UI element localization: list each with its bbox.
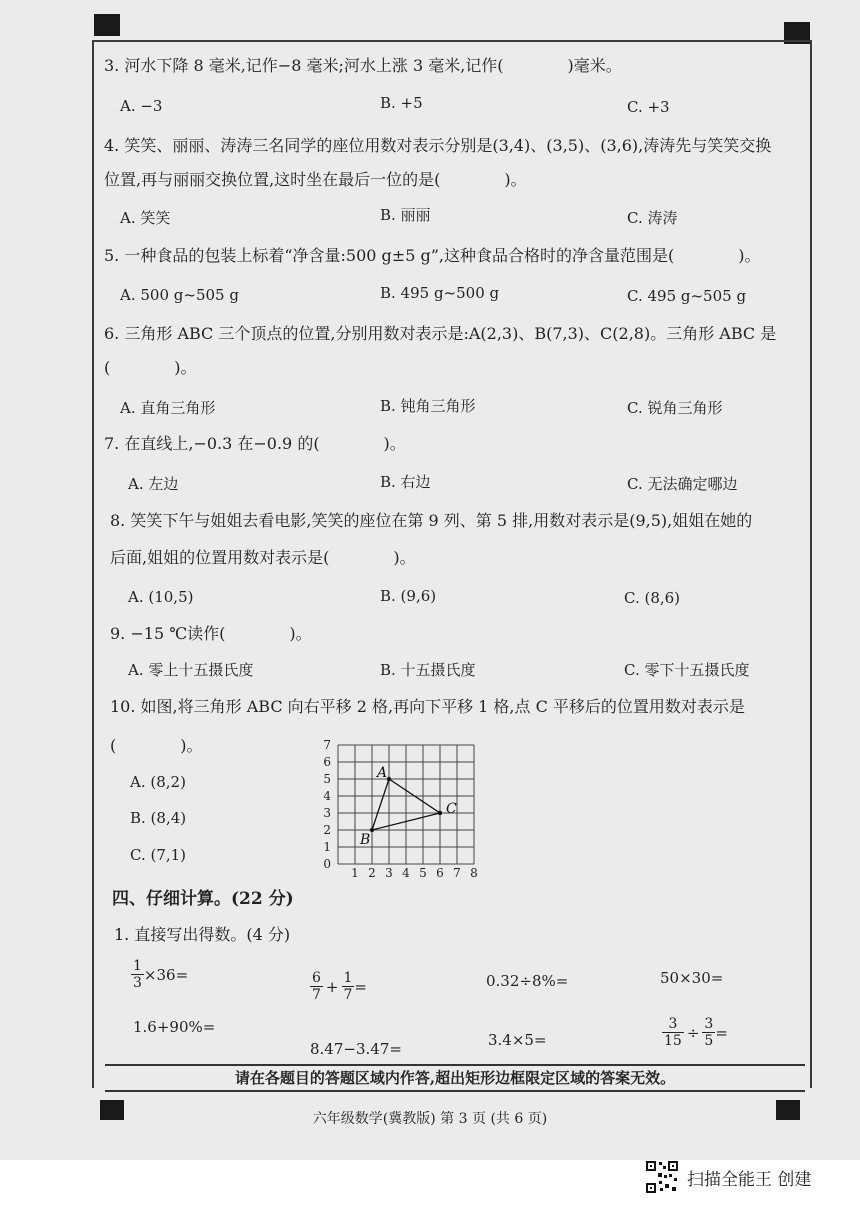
y-tick-label: 0 [323,857,331,871]
fraction [131,958,144,991]
fraction-denominator: 7 [343,987,353,1003]
x-tick-label: 7 [453,866,461,880]
q4-option-c: C. 涛涛 [627,209,678,227]
q4-stem-line2: 位置,再与丽丽交换位置,这时坐在最后一位的是( )。 [104,170,527,189]
q3-option-a: A. −3 [120,97,163,115]
q5-option-a: A. 500 g~505 g [120,286,239,304]
fraction-numerator: 1 [133,958,142,974]
corner-mark-top-left [94,14,120,36]
fraction-denominator: 15 [664,1033,682,1049]
calc-r1-c2 [310,970,367,1003]
y-tick-label: 5 [323,772,331,786]
y-tick-label: 1 [323,840,331,854]
answer-area-notice: 请在各题目的答题区域内作答,超出矩形边框限定区域的答案无效。 [105,1064,805,1092]
q9-option-b: B. 十五摄氏度 [380,661,476,679]
q8-stem-line2: 后面,姐姐的位置用数对表示是( )。 [110,548,416,567]
q4-option-b: B. 丽丽 [380,206,431,224]
q8-option-c: C. (8,6) [624,589,681,607]
q10-option-a: A. (8,2) [130,773,186,791]
q8-option-b: B. (9,6) [380,587,437,605]
vertex-point-c [438,811,442,815]
fraction-denominator: 5 [704,1033,714,1049]
x-tick-label: 5 [419,866,427,880]
vertex-point-a [387,777,391,781]
q7-option-b: B. 右边 [380,473,431,491]
q6-option-b: B. 钝角三角形 [380,397,476,415]
y-tick-label: 7 [323,738,331,752]
q7-option-a: A. 左边 [128,475,179,493]
vertex-label-b: B [360,832,371,848]
calc-text: ×36= [143,965,189,984]
q10-option-c: C. (7,1) [130,846,187,864]
calc-r1-c1 [131,958,188,991]
section-4-sub1: 1. 直接写出得数。(4 分) [114,925,291,944]
calc-operator: ÷ [686,1023,700,1042]
q4-option-a: A. 笑笑 [120,209,171,227]
q9-option-a: A. 零上十五摄氏度 [128,661,254,679]
coordinate-grid-figure [312,734,477,884]
fraction-numerator: 1 [343,970,353,986]
fraction [662,1016,684,1049]
q3-stem: 3. 河水下降 8 毫米,记作−8 毫米;河水上涨 3 毫米,记作( )毫米。 [104,56,622,75]
q8-option-a: A. (10,5) [128,588,194,606]
q10-option-b: B. (8,4) [130,809,187,827]
q9-stem: 9. −15 ℃读作( )。 [110,624,312,643]
q4-stem-line1: 4. 笑笑、丽丽、涛涛三名同学的座位用数对表示分别是(3,4)、(3,5)、(3,6),涛涛先与笑笑交换 [104,136,772,155]
y-tick-label: 2 [323,823,331,837]
q7-stem: 7. 在直线上,−0.3 在−0.9 的( )。 [104,434,406,453]
q6-option-c: C. 锐角三角形 [627,399,723,417]
calc-r2-c4 [662,1016,728,1049]
q10-stem-line2: ( )。 [110,736,203,755]
fraction-numerator: 6 [312,970,321,986]
q7-option-c: C. 无法确定哪边 [627,475,738,493]
y-tick-label: 3 [323,806,331,820]
x-tick-label: 3 [385,866,393,880]
q9-option-c: C. 零下十五摄氏度 [624,661,750,679]
calc-text: = [354,977,367,996]
calc-r2-c3: 3.4×5= [488,1031,547,1049]
coordinate-grid [312,734,477,888]
x-tick-label: 1 [351,866,359,880]
q6-stem-line2: ( )。 [104,358,197,377]
fraction-denominator: 7 [312,987,321,1003]
calc-r2-c1: 1.6+90%= [133,1018,216,1036]
page-footer: 六年级数学(冀教版) 第 3 页 (共 6 页) [312,1111,548,1127]
vertex-point-b [370,828,374,832]
q5-option-c: C. 495 g~505 g [627,287,747,305]
fraction-numerator: 3 [704,1016,714,1032]
fraction [702,1016,715,1049]
q5-option-b: B. 495 g~500 g [380,284,500,302]
section-4-title: 四、仔细计算。(22 分) [112,889,294,909]
y-tick-label: 4 [323,789,331,803]
fraction-numerator: 3 [662,1016,684,1033]
fraction [342,970,355,1003]
q3-option-c: C. +3 [627,98,670,116]
fraction-denominator: 3 [133,975,142,991]
scanner-label: 扫描全能王 创建 [687,1169,812,1190]
calc-r1-c4: 50×30= [660,969,724,987]
scanner-watermark [645,1160,811,1194]
calc-text: = [715,1023,728,1042]
x-tick-label: 2 [368,866,376,880]
q10-stem-line1: 10. 如图,将三角形 ABC 向右平移 2 格,再向下平移 1 格,点 C 平移后的位置用数对表示是 [110,697,745,716]
fraction [310,970,323,1003]
vertex-label-a: A [377,765,388,781]
x-tick-label: 6 [436,866,444,880]
x-tick-label: 8 [470,866,478,880]
qr-code-icon [645,1160,679,1194]
calc-r1-c3: 0.32÷8%= [486,972,569,990]
q5-stem: 5. 一种食品的包装上标着“净含量:500 g±5 g”,这种食品合格时的净含量范围是( )。 [104,246,761,265]
calc-operator: + [325,977,339,996]
q8-stem-line1: 8. 笑笑下午与姐姐去看电影,笑笑的座位在第 9 列、第 5 排,用数对表示是(9,5),姐姐在她的 [110,511,753,530]
x-tick-label: 4 [402,866,410,880]
calc-r2-c2: 8.47−3.47= [310,1040,402,1058]
y-tick-label: 6 [323,755,331,769]
q6-option-a: A. 直角三角形 [120,399,216,417]
q6-stem-line1: 6. 三角形 ABC 三个顶点的位置,分别用数对表示是:A(2,3)、B(7,3)、C(2,8)。三角形 ABC 是 [104,324,777,343]
q3-option-b: B. +5 [380,94,423,112]
vertex-label-c: C [446,801,457,817]
